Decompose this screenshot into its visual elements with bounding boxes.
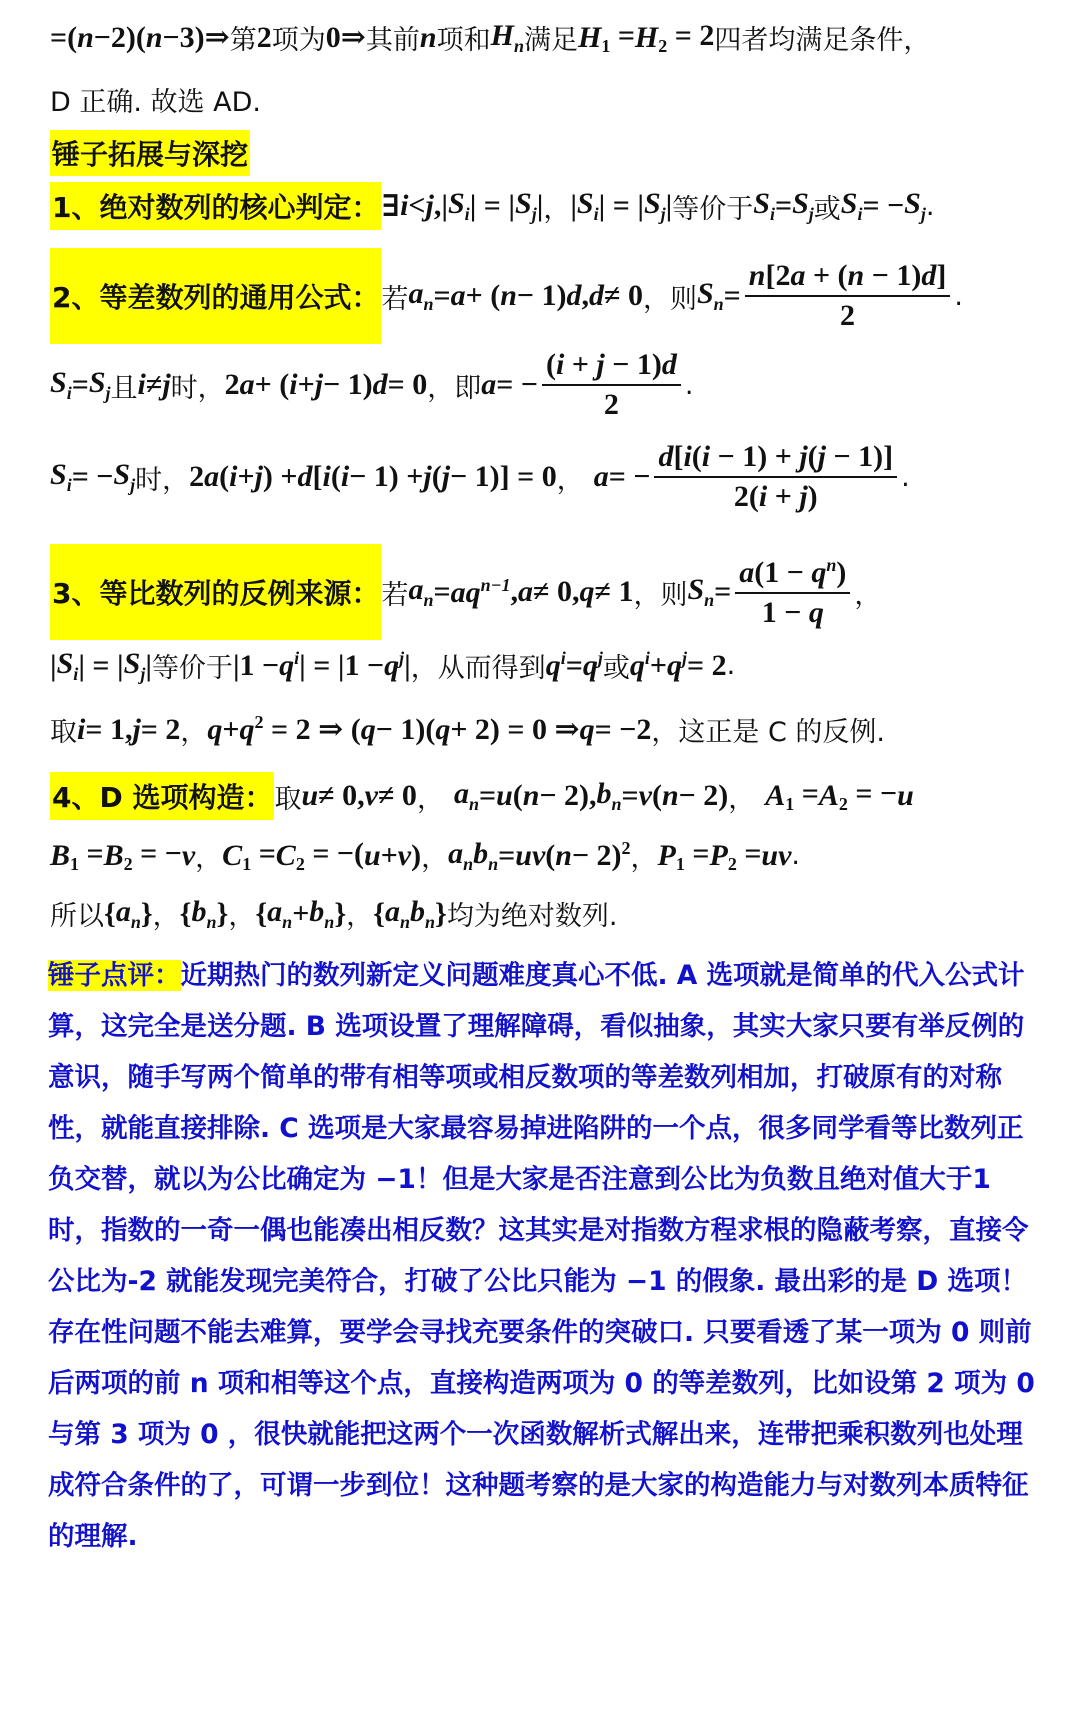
point-4-conclusion: 所以 { $a_n$ } ， { $b_n$ } ， { $a_n$ + $b_n$ } ， { $a_nb_n$ } 均为绝对数列. (50, 894, 618, 932)
section-title: 锤子拓展与深挖 (50, 130, 250, 176)
point-1: 1、绝对数列的核心判定： ∃ i < j ,| $S_i$ | = | $S_j$ | ， | $S_i$ | = | $S_j$ | 等价于 $S_i$ = $S_j$ 或 $S_i$ = − $S_j$ . (50, 182, 934, 230)
point-4-details: B $_1$ = B $_2$ = − v ， C $_1$ = C $_2$ = −( u + v ) ， $a_nb_n$ = uv ( n − 2)$^2$ ， P $_1$ = P $_2$ = uv . (50, 836, 801, 874)
point-3-counterexample: 取 i = 1, j = 2 ， q + q $^2$ = 2 ⇒ ( q − 1)( q + 2) = 0 ⇒ q = −2 ， 这正是 C 的反例. (50, 712, 885, 748)
point-2-case-equal: $S_i$ = $S_j$ 且 i ≠ j 时， 2 a + ( i + j − 1) d = 0 ， 即 a = − $\frac{(i + j - 1)d}{2}$ . (50, 348, 694, 421)
point-3-condition: | $S_i$ | = | $S_j$ | 等价于 |1 − $q^i$ | = |1 − $q^j$ | ， 从而得到 $q^i$ = $q^j$ 或 $q^i$ + $q^j$ = 2 . (50, 646, 736, 684)
formula-line-1: =( n −2)( n −3)⇒ 第 2 项为 0 ⇒ 其前 n 项和 $H_n$ 满足 H $_1$ = H $_2$ = 2 四者均满足条件， (50, 18, 931, 56)
point-2: 2、等差数列的通用公式： 若 $a_n$ = a + ( n − 1) d , d ≠ 0 ， 则 $S_n$ = $\frac{n[2a + (n - 1)d]}{2}$ . (50, 248, 963, 344)
point-3: 3、等比数列的反例来源： 若 $a_n$ = $aq^{n-1}$ , a ≠ 0, q ≠ 1 ， 则 $S_n$ = $\frac{a(1 - q^n)}{1 - q}$ ， (50, 544, 881, 640)
conclusion-line: D 正确. 故选 AD. (50, 87, 261, 118)
comment-label: 锤子点评： (48, 960, 181, 991)
point-2-case-opposite: $S_i$ = − $S_j$ 时， 2 a ( i + j ) + d [ i ( i − 1) + j ( j − 1)] = 0 ， a = − $\frac{d[i(i - 1) + j(j - 1)]}{2(i + j)}$ . (50, 440, 910, 513)
point-4: 4、D 选项构造： 取 u ≠ 0, v ≠ 0 ， $a_n$ = u ( n − 2), $b_n$ = v ( n − 2) ， A $_1$ = A $_2$ = − u (50, 772, 914, 820)
hammer-comment (48, 950, 1038, 1562)
comment-text: 近期热门的数列新定义问题难度真心不低. A 选项就是简单的代入公式计算，这完全是送分题. B 选项设置了理解障碍，看似抽象，其实大家只要有举反例的意识，随手写两个简单的带有相等项或相反数项的等差数列相加，打破原有的对称性，就能直接排除. C 选项是大家最容易掉进陷阱的一个点，很多同学看等比数列正负交替，就以为公比确定为 −1！但是大家是否注意到公比为负数且绝对值大于1时，指数的一奇一偶也能凑出相反数？这其实是对指数方程求根的隐蔽考察，直接令公比为-2 就能发现完美符合，打破了公比只能为 −1 的假象. 最出彩的是 D 选项！存在性问题不能去难算，要学会寻找充要条件的突破口. 只要看透了某一项为 0 则前后两项的前 n 项和相等这个点，直接构造两项为 0 的等差数列，比如设第 2 项为 0 与第 3 项为 0 ，很快就能把这两个一次函数解析式解出来，连带把乘积数列也处理成符合条件的了，可谓一步到位！这种题考察的是大家的构造能力与对数列本质特征的理解. (48, 960, 1035, 1552)
